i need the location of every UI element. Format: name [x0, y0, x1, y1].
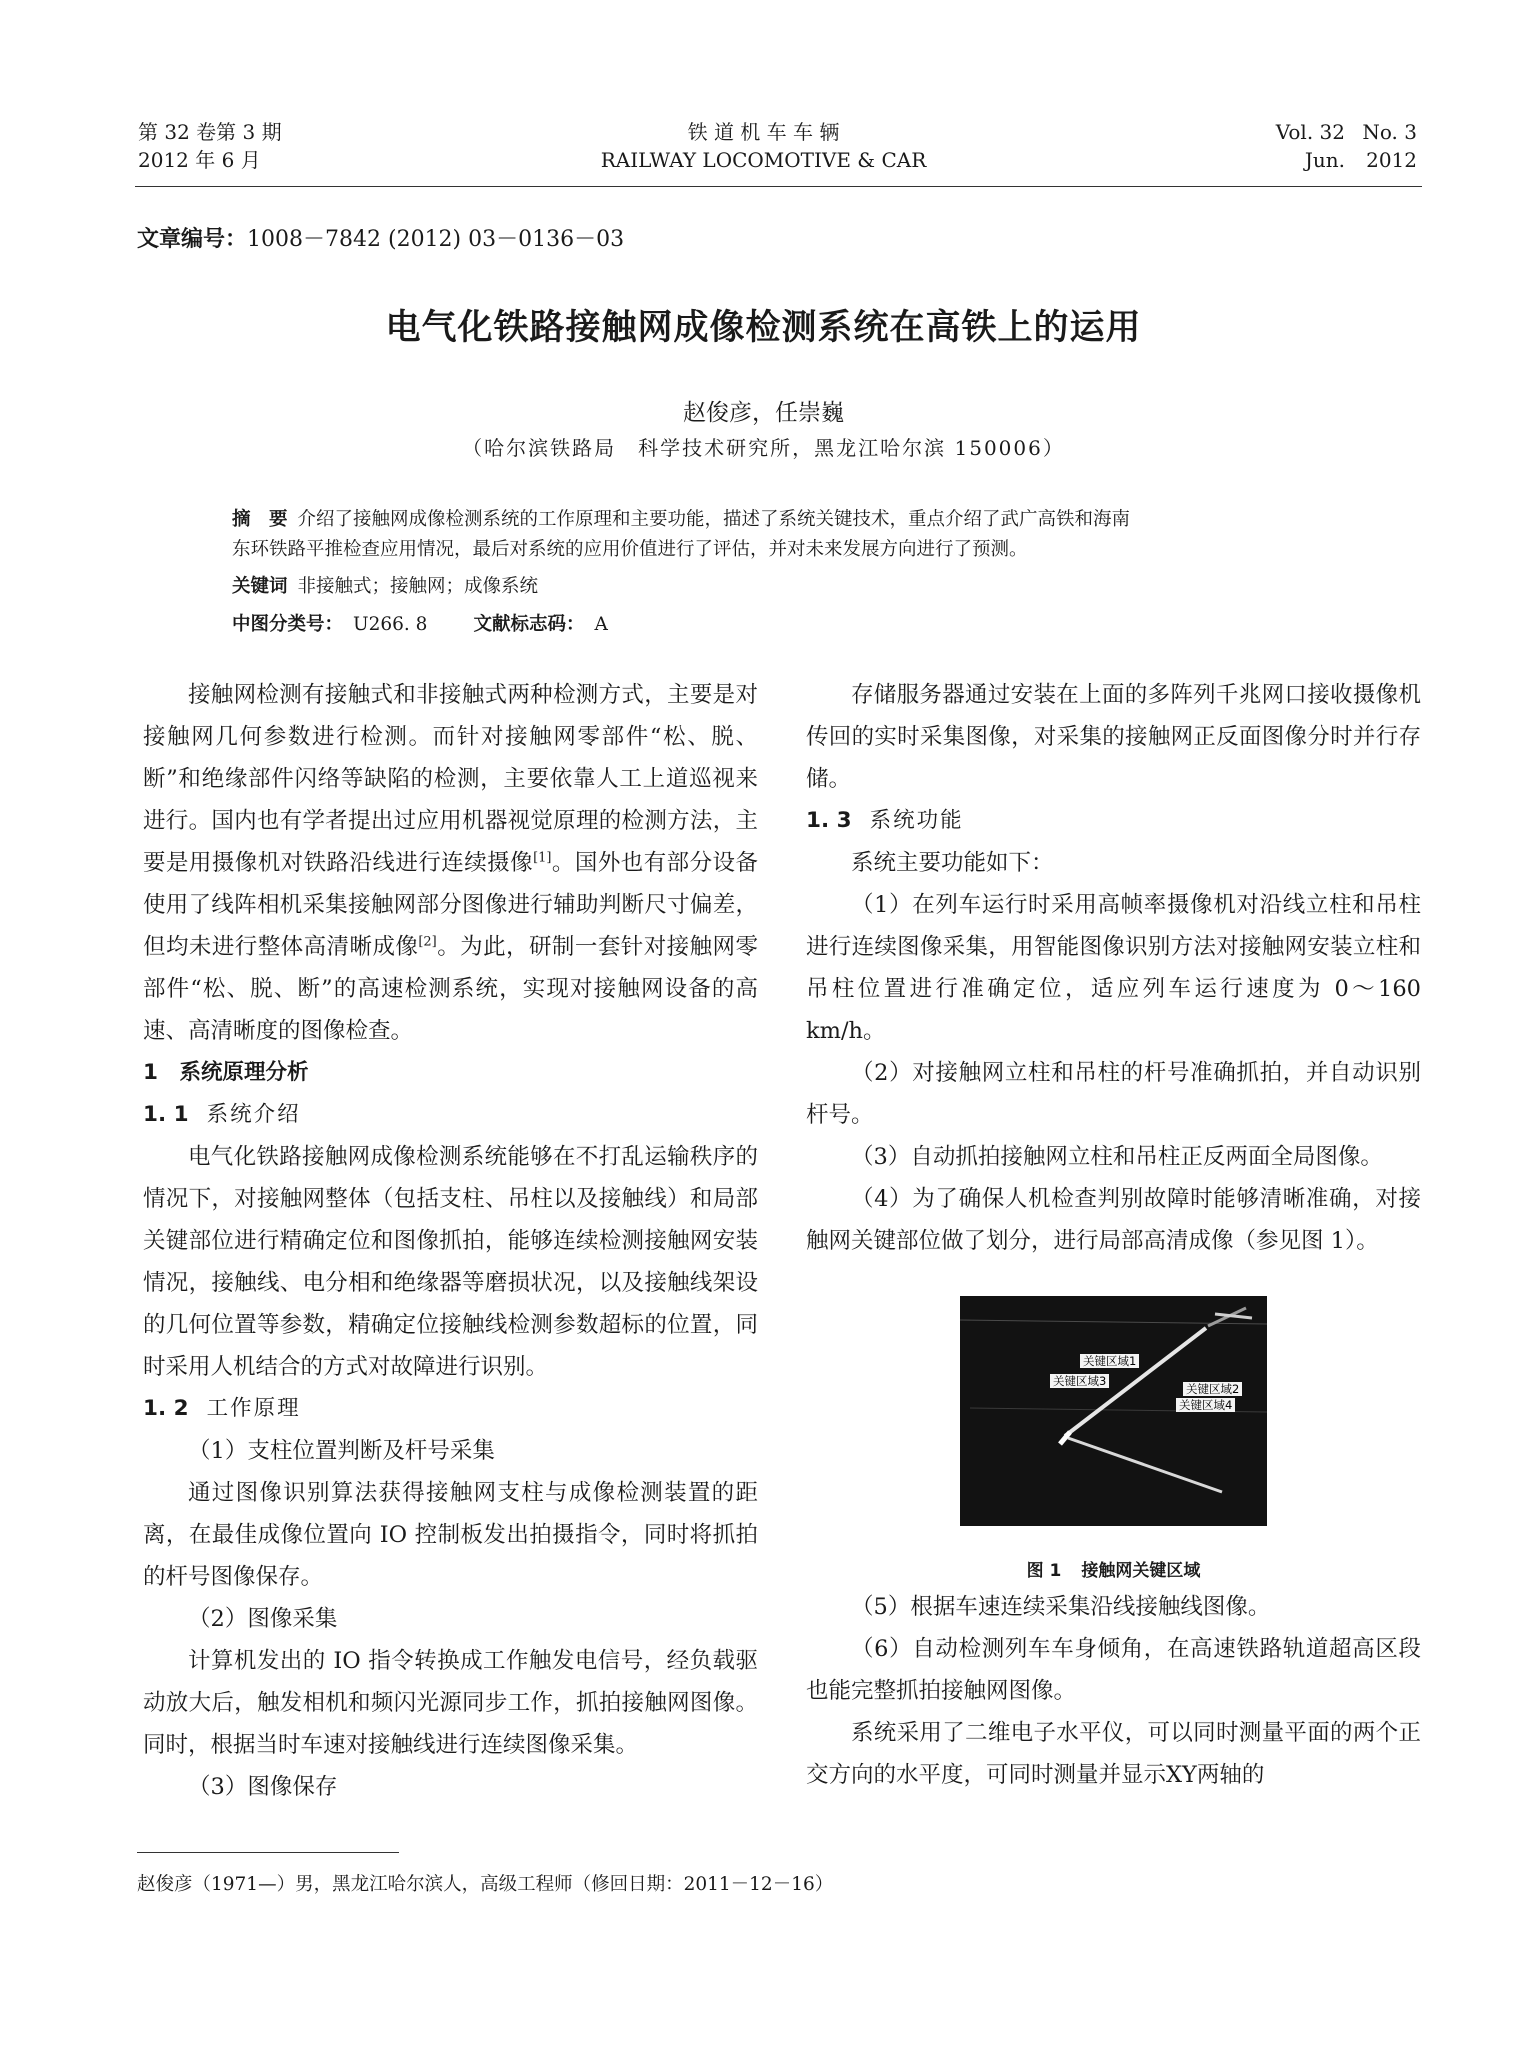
- section-1-1-title: 系统介绍: [206, 1102, 301, 1127]
- item-2-heading: （2）图像采集: [188, 1606, 338, 1632]
- affiliation: （哈尔滨铁路局 科学技术研究所，黑龙江哈尔滨 150006）: [462, 436, 1065, 460]
- month-en: Jun.: [1304, 148, 1345, 172]
- clc-number: U266. 8: [353, 614, 428, 635]
- section-1-heading: 1 系统原理分析: [143, 1060, 309, 1085]
- header-rule: [135, 186, 1422, 187]
- volume-issue: 第 32 卷第 3 期: [138, 120, 282, 144]
- item-1-heading: （1）支柱位置判断及杆号采集: [188, 1438, 495, 1464]
- journal-name-cn: 铁 道 机 车 车 辆: [687, 120, 840, 144]
- intro-text-b: 。国外也有部分设备使用了线阵相机采集接触网部分图像进行辅助判断尺寸偏差，但均未进行整体高清晰成像: [143, 850, 758, 960]
- section-1-3-heading: [806, 800, 1421, 842]
- function-2: （2）对接触网立柱和吊柱的杆号准确抓拍，并自动识别杆号。: [806, 1060, 1421, 1128]
- section-1-2-heading: [143, 1388, 758, 1430]
- figure-label-region-4: 关键区域4: [1176, 1398, 1235, 1412]
- abstract-label: 摘 要: [232, 509, 288, 530]
- steady-arm: [1068, 1438, 1222, 1492]
- article-number: [137, 222, 624, 253]
- doc-code: A: [594, 614, 608, 635]
- keywords: [232, 572, 1362, 602]
- upper-fitting: [1215, 1314, 1252, 1318]
- header-right: [1262, 118, 1417, 174]
- storage-paragraph: 存储服务器通过安装在上面的多阵列千兆网口接收摄像机传回的实时采集图像，对采集的接触网正反面图像分时并行存储。: [806, 682, 1421, 792]
- section-1-3-title: 系统功能: [869, 808, 964, 833]
- intro-text-c: 。为此，研制一套针对接触网零部件“松、脱、断”的高速检测系统，实现对接触网设备的高速、高清晰度的图像检查。: [143, 934, 758, 1044]
- keywords-text: 非接触式；接触网；成像系统: [297, 576, 539, 597]
- figure-label-region-3: 关键区域3: [1050, 1374, 1109, 1388]
- publication-date: 2012 年 6 月: [138, 148, 261, 172]
- section-1-2-number: 1. 2: [143, 1396, 189, 1421]
- figure-1-caption: [806, 1556, 1421, 1586]
- item-3-heading: （3）图像保存: [188, 1774, 338, 1800]
- classification: [232, 610, 1362, 640]
- left-column: [143, 674, 758, 1808]
- figure-label-region-2: 关键区域2: [1183, 1382, 1242, 1396]
- item-1-paragraph: 通过图像识别算法获得接触网支柱与成像检测装置的距离，在最佳成像位置向 IO 控制板发出拍摄指令，同时将抓拍的杆号图像保存。: [143, 1480, 758, 1590]
- functions-intro: 系统主要功能如下：: [851, 850, 1054, 876]
- issue-en: No. 3: [1362, 120, 1417, 144]
- function-6: （6）自动检测列车车身倾角，在高速铁路轨道超高区段也能完整抓拍接触网图像。: [806, 1636, 1421, 1704]
- citation-1: [1]: [533, 850, 552, 866]
- abstract-text-2: 东环铁路平推检查应用情况，最后对系统的应用价值进行了评估，并对未来发展方向进行了预测。: [232, 539, 1028, 560]
- abstract-text-1: 介绍了接触网成像检测系统的工作原理和主要功能，描述了系统关键技术，重点介绍了武广高铁和海南: [297, 509, 1131, 530]
- keywords-label: 关键词: [232, 576, 288, 597]
- section-1-3-number: 1. 3: [806, 808, 852, 833]
- item-2-paragraph: 计算机发出的 IO 指令转换成工作触发电信号，经负载驱动放大后，触发相机和频闪光源同步工作，抓拍接触网图像。同时，根据当时车速对接触线进行连续图像采集。: [143, 1648, 758, 1758]
- intro-text-a: 接触网检测有接触式和非接触式两种检测方式，主要是对接触网几何参数进行检测。而针对接触网零部件“松、脱、断”和绝缘部件闪络等缺陷的检测，主要依靠人工上道巡视来进行。国内也有学者提出过应用机器视觉原理的检测方法，主要是用摄像机对铁路沿线进行连续摄像: [143, 682, 758, 876]
- level-paragraph: 系统采用了二维电子水平仪，可以同时测量平面的两个正交方向的水平度，可同时测量并显示XY两轴的: [806, 1720, 1421, 1788]
- section-1-1-heading: [143, 1094, 758, 1136]
- right-column: [806, 674, 1421, 1796]
- author-footnote: 赵俊彦（1971—）男，黑龙江哈尔滨人，高级工程师（修回日期：2011－12－16）: [137, 1874, 834, 1895]
- abstract-line-1: [232, 505, 1362, 535]
- paper-title: 电气化铁路接触网成像检测系统在高铁上的运用: [385, 308, 1142, 348]
- journal-name-en: RAILWAY LOCOMOTIVE & CAR: [600, 148, 927, 172]
- section-1-2-title: 工作原理: [206, 1396, 301, 1421]
- figure-number: 图 1: [1026, 1561, 1062, 1581]
- doc-code-label: 文献标志码：: [473, 614, 585, 635]
- clc-label: 中图分类号：: [232, 614, 344, 635]
- authors: 赵俊彦，任崇巍: [683, 400, 844, 426]
- volume-en: Vol. 32: [1275, 120, 1345, 144]
- figure-1-image: [960, 1296, 1267, 1526]
- function-5: （5）根据车速连续采集沿线接触线图像。: [851, 1594, 1271, 1620]
- figure-label-region-1: 关键区域1: [1080, 1354, 1139, 1368]
- abstract-line-2: [232, 535, 1362, 565]
- function-4: （4）为了确保人机检查判别故障时能够清晰准确，对接触网关键部位做了划分，进行局部高清成像（参见图 1）。: [806, 1186, 1421, 1254]
- footnote-rule: [137, 1852, 399, 1853]
- section-1-1-number: 1. 1: [143, 1102, 189, 1127]
- year-en: 2012: [1366, 148, 1417, 172]
- function-3: （3）自动抓拍接触网立柱和吊柱正反两面全局图像。: [851, 1144, 1383, 1170]
- citation-2: [2]: [418, 934, 437, 950]
- intro-paragraph: [143, 674, 758, 1052]
- article-number-label: 文章编号：: [137, 227, 248, 252]
- function-1: （1）在列车运行时采用高帧率摄像机对沿线立柱和吊柱进行连续图像采集，用智能图像识别方法对接触网安装立柱和吊柱位置进行准确定位，适应列车运行速度为 0～160 km/h。: [806, 892, 1421, 1044]
- system-intro-paragraph: 电气化铁路接触网成像检测系统能够在不打乱运输秩序的情况下，对接触网整体（包括支柱、吊柱以及接触线）和局部关键部位进行精确定位和图像抓拍，能够连续检测接触网安装情况，接触线、电分相和绝缘器等磨损状况，以及接触线架设的几何位置等参数，精确定位接触线检测参数超标的位置，同时采用人机结合的方式对故障进行识别。: [143, 1144, 758, 1380]
- figure-caption-text: 接触网关键区域: [1081, 1561, 1201, 1581]
- article-number-value: 1008－7842 (2012) 03－0136－03: [247, 227, 625, 252]
